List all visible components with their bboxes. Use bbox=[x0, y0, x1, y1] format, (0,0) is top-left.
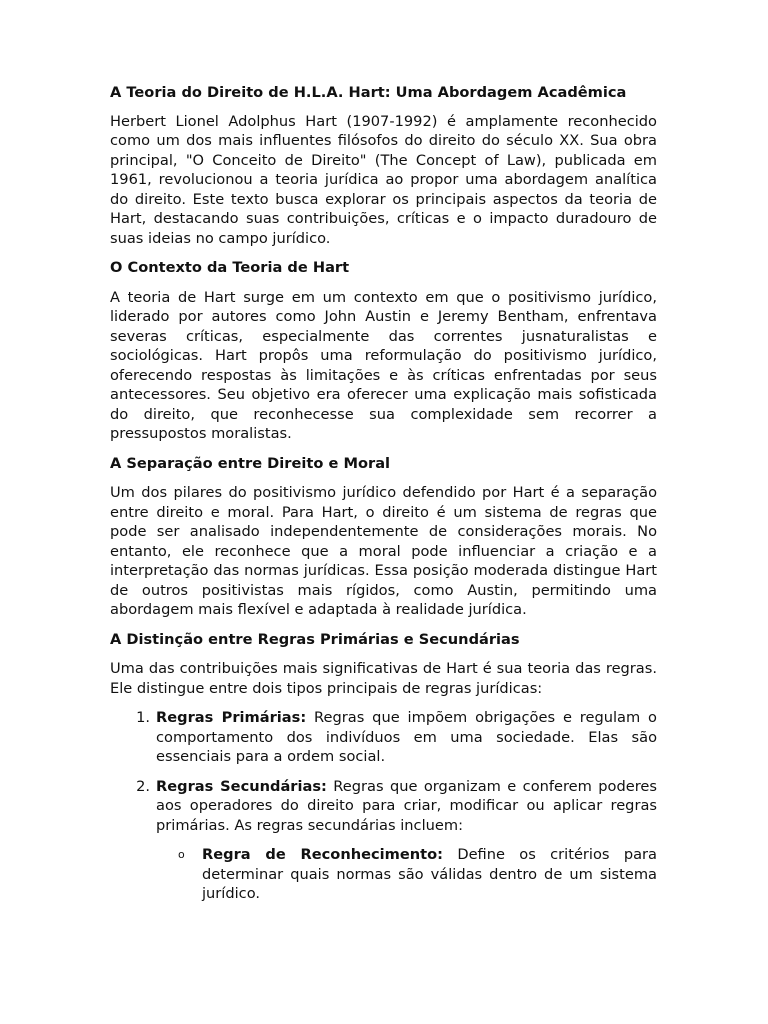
bullet-icon: o bbox=[178, 848, 185, 861]
document-page bbox=[110, 83, 657, 914]
list-number: 1. bbox=[136, 709, 150, 726]
list-item-term: Regra de Reconhecimento: bbox=[202, 846, 443, 863]
list-item-term: Regras Secundárias: bbox=[156, 777, 327, 795]
subrules-list bbox=[156, 845, 657, 904]
section-body-separation: Um dos pilares do positivismo jurídico defendido por Hart é a separação entre direito e moral. Para Hart, o direito é um sistema de regras que pode ser analisado independentemente de considerações morais. No entanto, ele reconhece que a moral pode influenciar a criação e a interpretação das normas jurídicas. Essa posição moderada distingue Hart de outros positivistas mais rígidos, como Austin, permitindo uma abordagem mais flexível e adaptada à realidade jurídica. bbox=[110, 484, 657, 618]
list-item-term: Regras Primárias: bbox=[156, 709, 307, 726]
list-item-primary-rules bbox=[110, 708, 657, 767]
intro-paragraph: Herbert Lionel Adolphus Hart (1907-1992) é amplamente reconhecido como um dos mais influentes filósofos do direito do século XX. Sua obra principal, "O Conceito de Direito" (The Concept of Law), publicada em 1961, revolucionou a teoria jurídica ao propor uma abordagem analítica do direito. Este texto busca explorar os principais aspectos da teoria de Hart, destacando suas contribuições, críticas e o impacto duradouro de suas ideias no campo jurídico. bbox=[110, 112, 657, 247]
document-title: A Teoria do Direito de H.L.A. Hart: Uma Abordagem Acadêmica bbox=[110, 84, 627, 101]
rules-list bbox=[110, 708, 657, 904]
section-heading-separation: A Separação entre Direito e Moral bbox=[110, 454, 391, 472]
list-item-secondary-rules bbox=[110, 777, 657, 904]
list-number: 2. bbox=[136, 777, 150, 795]
section-body-context: A teoria de Hart surge em um contexto em que o positivismo jurídico, liderado por autores como John Austin e Jeremy Bentham, enfrentava severas críticas, especialmente das correntes jusnaturalistas e sociológicas. Hart propôs uma reformulação do positivismo jurídico, oferecendo respostas às limitações e às críticas enfrentadas por seus antecessores. Seu objetivo era oferecer uma explicação mais sofisticada do direito, que reconhecesse sua complexidade sem recorrer a pressupostos moralistas. bbox=[110, 288, 657, 442]
section-heading-context: O Contexto da Teoria de Hart bbox=[110, 259, 350, 276]
list-item-text: Regras que impõem obrigações e regulam o comportamento dos indivíduos em uma sociedade. Elas são essenciais para a ordem social. bbox=[156, 709, 657, 765]
list-item-recognition-rule bbox=[110, 845, 657, 904]
list-item-text: Regras que organizam e conferem poderes aos operadores do direito para criar, modificar ou aplicar regras primárias. As regras secundárias incluem: bbox=[156, 777, 657, 834]
section-heading-rules: A Distinção entre Regras Primárias e Secundárias bbox=[110, 630, 520, 648]
section-body-rules: Uma das contribuições mais significativas de Hart é sua teoria das regras. Ele distingue entre dois tipos principais de regras jurídicas: bbox=[110, 660, 657, 697]
list-item-text: Define os critérios para determinar quais normas são válidas dentro de um sistema jurídico. bbox=[202, 846, 657, 902]
